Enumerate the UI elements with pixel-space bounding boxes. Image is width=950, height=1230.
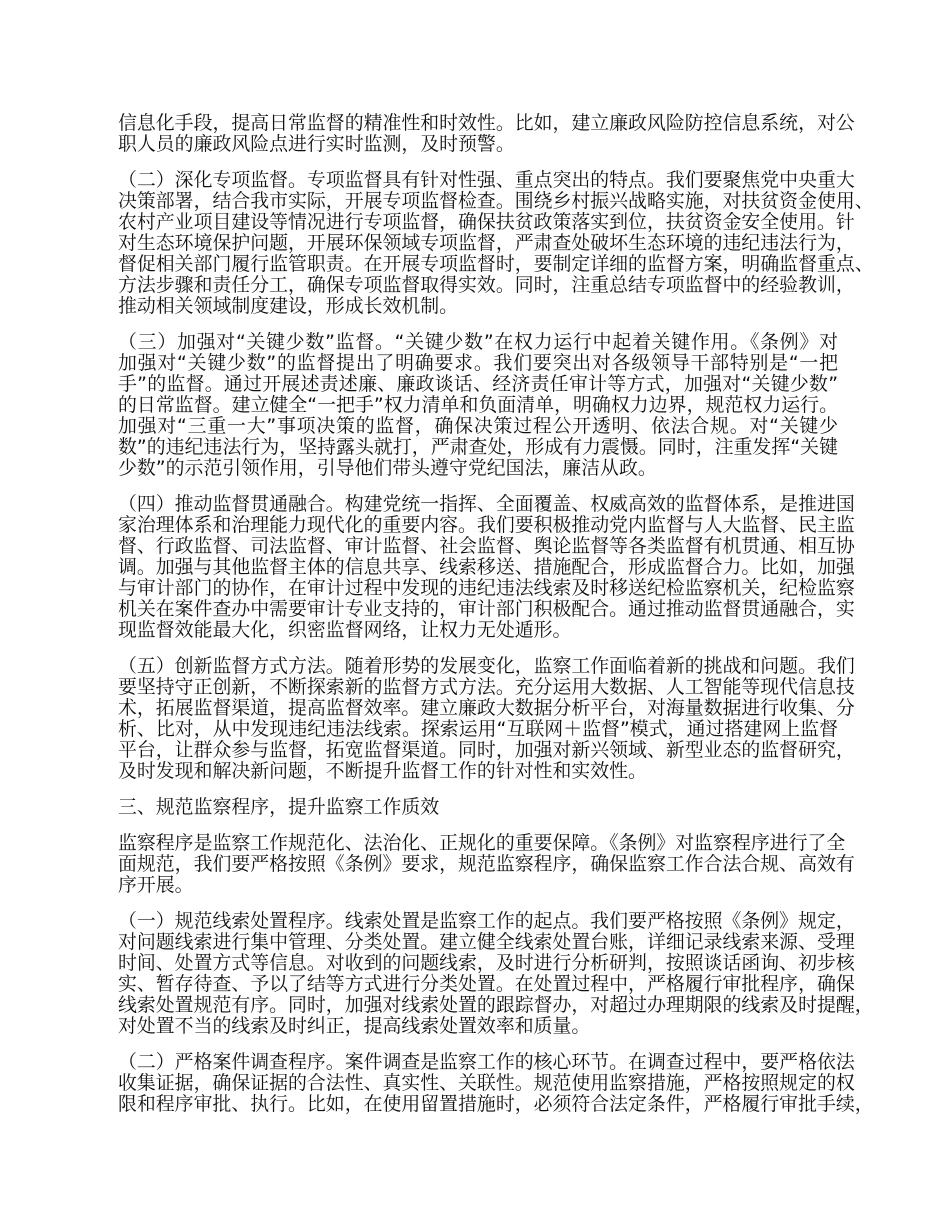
document-body <box>118 112 874 1130</box>
text-line: 平台，让群众参与监督，拓宽监督渠道。同时，加强对新兴领域、新型业态的监督研究， <box>118 739 855 761</box>
text-line: 对生态环境保护问题，开展环保领域专项监督，严肃查处破坏生态环境的违纪违法行为， <box>118 232 855 254</box>
text-line: 机关在案件查办中需要审计专业支持的，审计部门积极配合。通过推动监督贯通融合，实 <box>118 598 855 620</box>
paragraph <box>118 332 838 479</box>
paragraph <box>118 169 874 317</box>
paragraph <box>118 910 874 1037</box>
text-line: 要坚持守正创新，不断探索新的监督方式方法。充分运用大数据、人工智能等现代信息技 <box>118 676 855 698</box>
text-line: （二）严格案件调查程序。案件调查是监察工作的核心环节。在调查过程中，要严格依法 <box>118 1051 855 1073</box>
text-line: 的日常监督。建立健全“一把手”权力清单和负面清单，明确权力边界，规范权力运行。 <box>118 394 838 416</box>
text-line: （五）创新监督方式方法。随着形势的发展变化，监察工作面临着新的挑战和问题。我们 <box>118 655 855 677</box>
text-line: 数”的违纪违法行为，坚持露头就打，严肃查处，形成有力震慑。同时，注重发挥“关键 <box>118 436 838 458</box>
paragraph <box>118 832 855 896</box>
text-line: 析、比对，从中发现违纪违法线索。探索运用“互联网＋监督”模式，通过搭建网上监督 <box>118 718 838 740</box>
text-line: 督促相关部门履行监管职责。在开展专项监督时，要制定详细的监督方案，明确监督重点、 <box>118 253 874 275</box>
section-heading <box>118 797 838 818</box>
text-line: 推动相关领域制度建设，形成长效机制。 <box>118 295 459 317</box>
text-line: 少数”的示范引领作用，引导他们带头遵守党纪国法，廉洁从政。 <box>118 457 657 479</box>
paragraph <box>118 112 855 155</box>
text-line: （四）推动监督贯通融合。构建党统一指挥、全面覆盖、权威高效的监督体系，是推进国 <box>118 493 855 515</box>
text-line: 对问题线索进行集中管理、分类处置。建立健全线索处置台账，详细记录线索来源、受理 <box>118 931 855 953</box>
text-line: 与审计部门的协作，在审计过程中发现的违纪违法线索及时移送纪检监察机关，纪检监察 <box>118 577 855 599</box>
text-line: （三）加强对“关键少数”监督。“关键少数”在权力运行中起着关键作用。《条例》对 <box>118 331 838 353</box>
text-line: 职人员的廉政风险点进行实时监测，及时预警。 <box>118 133 515 155</box>
text-line: 及时发现和解决新问题，不断提升监督工作的针对性和实效性。 <box>118 760 647 782</box>
text-line: （一）规范线索处置程序。线索处置是监察工作的起点。我们要严格按照《条例》规定， <box>118 910 855 932</box>
text-line: 面规范，我们要严格按照《条例》要求，规范监察程序，确保监察工作合法合规、高效有 <box>118 853 855 875</box>
text-line: 监察程序是监察工作规范化、法治化、正规化的重要保障。《条例》对监察程序进行了全 <box>118 832 846 854</box>
text-line: 信息化手段，提高日常监督的精准性和时效性。比如，建立廉政风险防控信息系统，对公 <box>118 112 855 134</box>
text-line: 实、暂存待查、予以了结等方式进行分类处置。在处置过程中，严格履行审批程序，确保 <box>118 973 855 995</box>
text-line: 加强对“关键少数”的监督提出了明确要求。我们要突出对各级领导干部特别是“一把 <box>118 352 838 374</box>
text-line: 方法步骤和责任分工，确保专项监督取得实效。同时，注重总结专项监督中的经验教训， <box>118 274 855 296</box>
text-line: 督、行政监督、司法监督、审计监督、社会监督、舆论监督等各类监督有机贯通、相互协 <box>118 535 855 557</box>
paragraph <box>118 493 855 641</box>
text-line: 三、规范监察程序，提升监察工作质效 <box>118 796 440 818</box>
text-line: 决策部署，结合我市实际，开展专项监督检查。围绕乡村振兴战略实施，对扶贫资金使用、 <box>118 190 874 212</box>
text-line: 序开展。 <box>118 874 194 896</box>
text-line: 时间、处置方式等信息。对收到的问题线索，及时进行分析研判，按照谈话函询、初步核 <box>118 952 855 974</box>
text-line: （二）深化专项监督。专项监督具有针对性强、重点突出的特点。我们要聚焦党中央重大 <box>118 169 855 191</box>
text-line: 调。加强与其他监督主体的信息共享、线索移送、措施配合，形成监督合力。比如，加强 <box>118 556 855 578</box>
text-line: 收集证据，确保证据的合法性、真实性、关联性。规范使用监察措施，严格按照规定的权 <box>118 1072 855 1094</box>
text-line: 手”的监督。通过开展述责述廉、廉政谈话、经济责任审计等方式，加强对“关键少数” <box>118 373 838 395</box>
text-line: 现监督效能最大化，织密监督网络，让权力无处遁形。 <box>118 619 572 641</box>
paragraph <box>118 655 855 782</box>
text-line: 加强对“三重一大”事项决策的监督，确保决策过程公开透明、依法合规。对“关键少 <box>118 415 838 437</box>
text-line: 术，拓展监督渠道，提高监督效率。建立廉政大数据分析平台，对海量数据进行收集、分 <box>118 697 855 719</box>
paragraph <box>118 1051 874 1115</box>
text-line: 对处置不当的线索及时纠正，提高线索处置效率和质量。 <box>118 1015 591 1037</box>
text-line: 线索处置规范有序。同时，加强对线索处置的跟踪督办，对超过办理期限的线索及时提醒， <box>118 994 874 1016</box>
text-line: 农村产业项目建设等情况进行专项监督，确保扶贫政策落实到位，扶贫资金安全使用。针 <box>118 211 855 233</box>
text-line: 限和程序审批、执行。比如，在使用留置措施时，必须符合法定条件，严格履行审批手续， <box>118 1093 874 1115</box>
text-line: 家治理体系和治理能力现代化的重要内容。我们要积极推动党内监督与人大监督、民主监 <box>118 514 855 536</box>
